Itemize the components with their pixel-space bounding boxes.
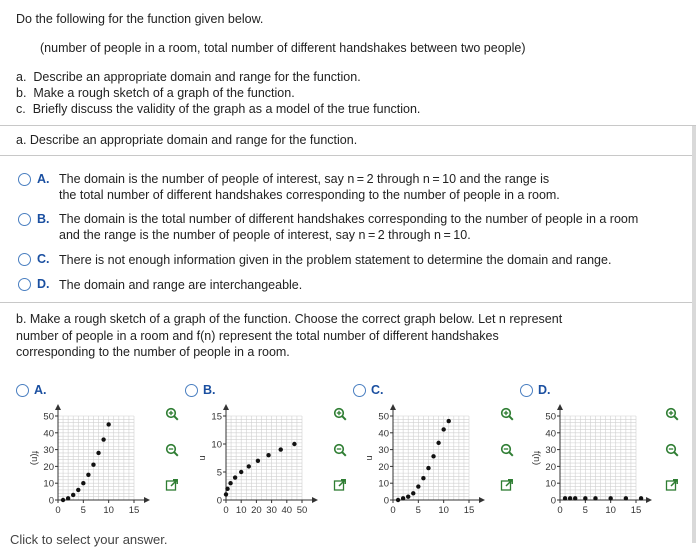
x-tick-label: 5: [415, 505, 421, 514]
x-tick-label: 15: [463, 505, 475, 514]
data-point: [583, 496, 587, 500]
y-tick-label: 40: [545, 428, 556, 440]
y-tick-label: 10: [378, 478, 389, 490]
data-point: [91, 463, 95, 467]
section-divider: [0, 155, 692, 156]
y-tick-label: 30: [378, 445, 389, 457]
task-list: [16, 70, 420, 118]
radio-graph-c[interactable]: [353, 384, 366, 397]
y-tick-label: 5: [216, 467, 222, 479]
x-tick-label: 50: [296, 505, 308, 514]
intro-text: Do the following for the function given below.: [16, 12, 264, 26]
data-point: [431, 454, 435, 458]
x-axis-arrow: [312, 497, 318, 503]
y-tick-label: 20: [378, 461, 389, 473]
data-point: [61, 498, 65, 502]
x-axis-arrow: [144, 497, 150, 503]
data-point: [421, 476, 425, 480]
data-point: [406, 494, 410, 498]
task-item: c. Briefly discuss the validity of the graph as a model of the true function.: [16, 102, 421, 116]
zoom-in-icon[interactable]: [664, 406, 680, 422]
option-letter: B.: [37, 212, 50, 226]
part-b-prompt: b. Make a rough sketch of a graph of the function. Choose the correct graph below. Let n represent number of people in a room and f(n) represent the total number of different handshakes corresponding to the number of people in a room.: [16, 312, 563, 359]
data-point: [563, 496, 567, 500]
expand-icon[interactable]: [332, 477, 348, 493]
data-point: [256, 459, 260, 463]
y-tick-label: 0: [216, 495, 222, 507]
x-tick-label: 15: [128, 505, 140, 514]
x-tick-label: 10: [235, 505, 247, 514]
expand-icon[interactable]: [164, 477, 180, 493]
data-point: [279, 447, 283, 451]
data-point: [101, 437, 105, 441]
zoom-out-icon[interactable]: [164, 442, 180, 458]
y-tick-label: 30: [545, 445, 556, 457]
y-tick-label: 20: [43, 461, 54, 473]
data-point: [568, 496, 572, 500]
x-tick-label: 0: [223, 505, 229, 514]
data-point: [426, 466, 430, 470]
data-point: [441, 427, 445, 431]
radio-option-a[interactable]: [18, 173, 31, 186]
x-tick-label: 0: [55, 505, 61, 514]
y-tick-label: 10: [211, 439, 222, 451]
y-tick-label: 0: [48, 495, 54, 507]
x-tick-label: 10: [605, 505, 616, 514]
data-point: [71, 493, 75, 497]
data-point: [624, 496, 628, 500]
radio-option-d[interactable]: [18, 278, 31, 291]
x-tick-label: 5: [582, 505, 588, 514]
y-axis-arrow: [557, 404, 563, 410]
y-tick-label: 50: [545, 411, 556, 423]
task-item: b. Make a rough sketch of a graph of the function.: [16, 86, 295, 100]
option-text: The domain and range are interchangeable.: [59, 278, 303, 292]
x-tick-label: 5: [80, 505, 86, 514]
data-point: [228, 481, 232, 485]
data-point: [447, 419, 451, 423]
data-point: [86, 473, 90, 477]
graph-c-chart: [357, 404, 497, 514]
option-letter: D.: [37, 277, 50, 291]
data-point: [81, 481, 85, 485]
y-tick-label: 50: [378, 411, 389, 423]
data-point: [239, 470, 243, 474]
section-divider: [0, 125, 696, 126]
y-tick-label: 10: [43, 478, 54, 490]
expand-icon[interactable]: [664, 477, 680, 493]
scrollbar[interactable]: [692, 126, 696, 543]
graph-b-chart: [190, 404, 330, 514]
y-tick-label: 40: [378, 428, 389, 440]
graph-option-label: B.: [203, 383, 216, 397]
x-tick-label: 0: [390, 505, 396, 514]
function-description: (number of people in a room, total number of different handshakes between two people): [40, 41, 526, 55]
graph-d-chart: [524, 404, 664, 514]
x-tick-label: 20: [251, 505, 262, 514]
section-divider: [0, 302, 692, 303]
data-point: [76, 488, 80, 492]
data-point: [396, 498, 400, 502]
y-tick-label: 10: [545, 478, 556, 490]
graph-option-label: A.: [34, 383, 47, 397]
data-point: [247, 464, 251, 468]
y-axis-arrow: [55, 404, 61, 410]
graph-option-label: D.: [538, 383, 551, 397]
data-point: [573, 496, 577, 500]
radio-option-c[interactable]: [18, 253, 31, 266]
y-tick-label: 0: [550, 495, 556, 507]
data-point: [436, 441, 440, 445]
y-axis-arrow: [223, 404, 229, 410]
data-point: [106, 422, 110, 426]
y-tick-label: 0: [383, 495, 389, 507]
data-point: [96, 451, 100, 455]
data-point: [416, 484, 420, 488]
data-point: [233, 475, 237, 479]
radio-option-b[interactable]: [18, 213, 31, 226]
option-text: There is not enough information given in the problem statement to determine the domain and range.: [59, 253, 612, 267]
graph-option-label: C.: [371, 383, 384, 397]
data-point: [266, 453, 270, 457]
y-tick-label: 40: [43, 428, 54, 440]
zoom-out-icon[interactable]: [499, 442, 515, 458]
x-tick-label: 15: [630, 505, 642, 514]
y-tick-label: 50: [43, 411, 54, 423]
option-letter: C.: [37, 252, 50, 266]
task-item: a. Describe an appropriate domain and range for the function.: [16, 70, 361, 84]
zoom-in-icon[interactable]: [499, 406, 515, 422]
y-axis-label: f(n): [531, 450, 542, 466]
radio-graph-d[interactable]: [520, 384, 533, 397]
y-axis-arrow: [390, 404, 396, 410]
x-tick-label: 30: [266, 505, 277, 514]
data-point: [225, 487, 229, 491]
x-axis-arrow: [646, 497, 652, 503]
x-axis-arrow: [479, 497, 485, 503]
x-tick-label: 40: [281, 505, 293, 514]
part-a-prompt: a. Describe an appropriate domain and range for the function.: [16, 133, 358, 147]
data-point: [411, 491, 415, 495]
option-text: The domain is the number of people of interest, say n = 2 through n = 10 and the range is the total number of different handshakes corresponding to the number of people in a room.: [59, 172, 560, 202]
x-tick-label: 10: [438, 505, 449, 514]
data-point: [608, 496, 612, 500]
data-point: [401, 496, 405, 500]
y-tick-label: 20: [545, 461, 556, 473]
radio-graph-a[interactable]: [16, 384, 29, 397]
zoom-in-icon[interactable]: [164, 406, 180, 422]
y-axis-label: n: [364, 455, 375, 461]
x-tick-label: 10: [103, 505, 114, 514]
x-tick-label: 0: [557, 505, 563, 514]
data-point: [292, 442, 296, 446]
expand-icon[interactable]: [499, 477, 515, 493]
footer-instruction: Click to select your answer.: [10, 532, 168, 547]
data-point: [224, 492, 228, 496]
y-axis-label: f(n): [29, 450, 40, 466]
data-point: [66, 496, 70, 500]
zoom-in-icon[interactable]: [332, 406, 348, 422]
y-tick-label: 30: [43, 445, 54, 457]
graph-a-chart: [22, 404, 162, 514]
data-point: [639, 496, 643, 500]
option-letter: A.: [37, 172, 50, 186]
option-text: The domain is the total number of different handshakes corresponding to the number of people in a room and the range is the number of people of interest, say n = 2 through n = 10.: [59, 212, 639, 242]
zoom-out-icon[interactable]: [664, 442, 680, 458]
radio-graph-b[interactable]: [185, 384, 198, 397]
y-tick-label: 15: [211, 411, 222, 423]
zoom-out-icon[interactable]: [332, 442, 348, 458]
y-axis-label: n: [197, 455, 208, 461]
data-point: [593, 496, 597, 500]
